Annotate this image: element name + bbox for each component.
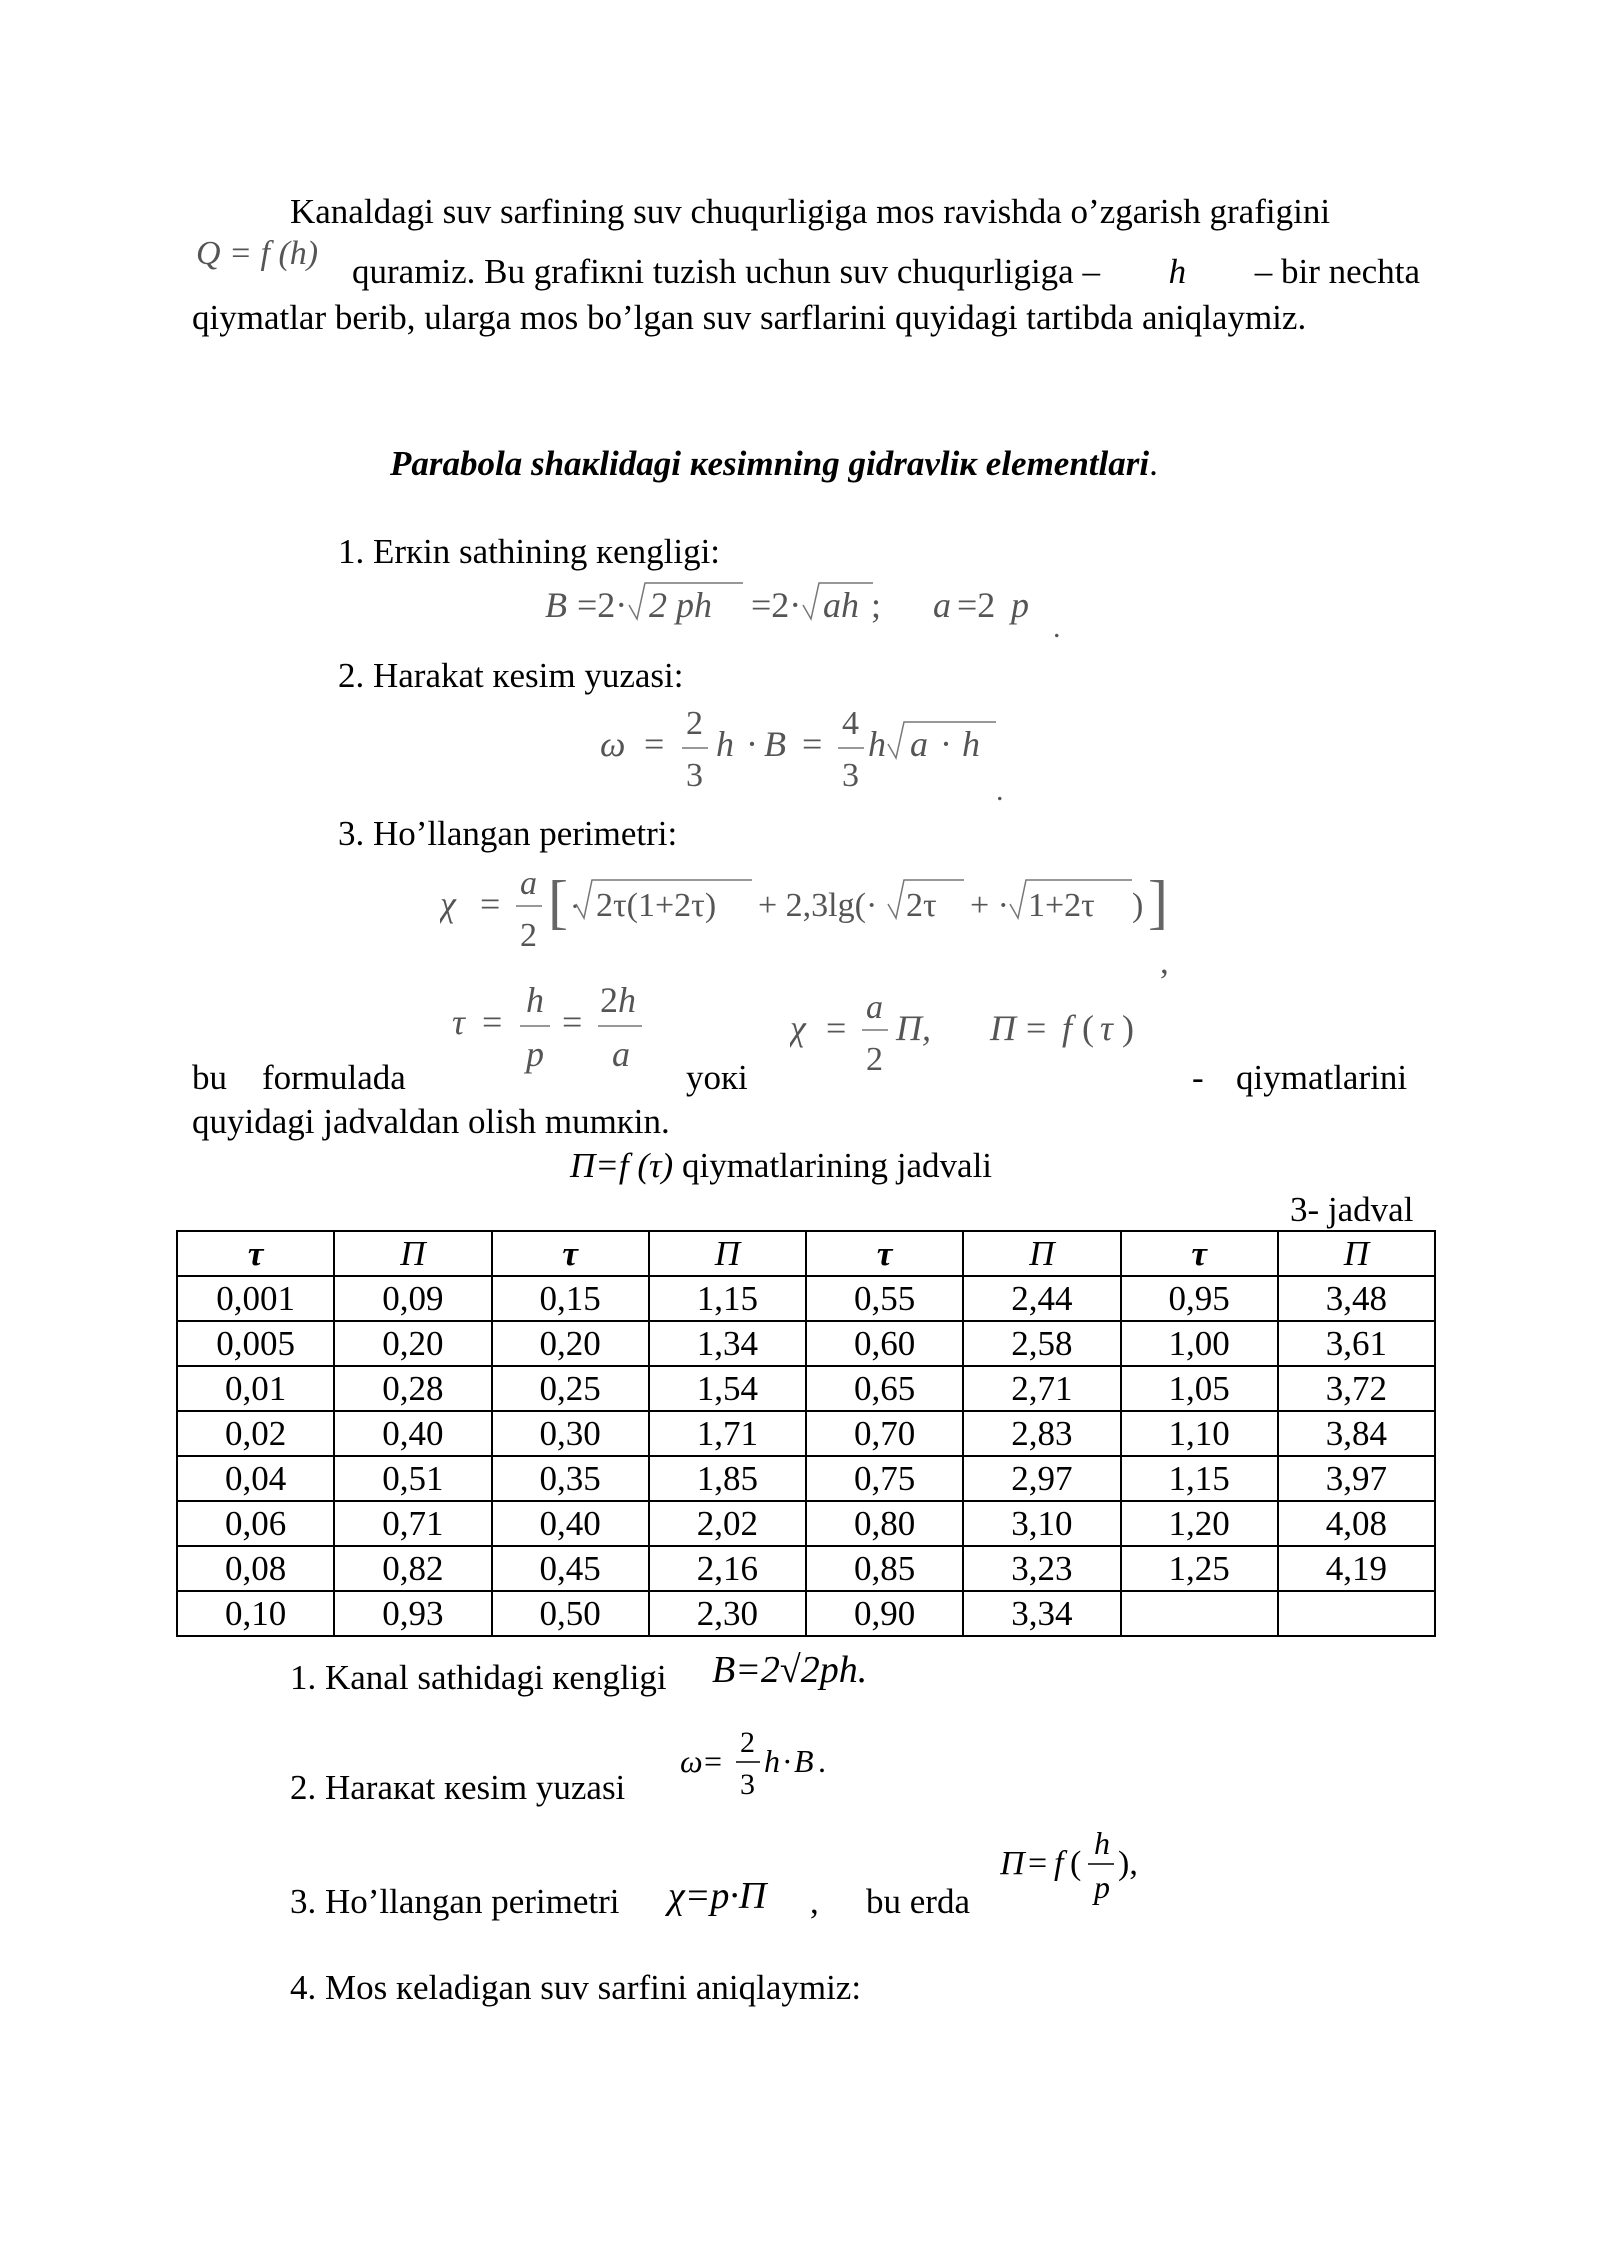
list2-item3-formula: χ=p·Π — [668, 1875, 767, 1917]
table-row — [177, 1366, 1435, 1411]
svg-text:3: 3 — [842, 757, 859, 794]
intro-line-2-b: – bir nechta — [1254, 252, 1420, 291]
table-cell: 3,23 — [963, 1546, 1120, 1591]
intro-line-2-h: h — [1168, 252, 1187, 291]
table-cell: 3,10 — [963, 1501, 1120, 1546]
table-caption: Π=f (τ) qiymatlarining jadvali — [570, 1146, 993, 1185]
svg-text:3: 3 — [740, 1768, 755, 1801]
chi-pi-formula — [790, 984, 1160, 1084]
table-cell: 1,25 — [1121, 1546, 1278, 1591]
table-row — [177, 1501, 1435, 1546]
table-cell: 2,58 — [963, 1321, 1120, 1366]
svg-text:.: . — [818, 1743, 826, 1779]
table-cell: 0,35 — [492, 1456, 649, 1501]
svg-text:]: ] — [1148, 869, 1168, 935]
table-row — [177, 1456, 1435, 1501]
document-page: Kanaldagi suv sarfining suv chuqurligiga mos ravishda o’zgarish grafigini Q = f (h) quramiz. Bu grafiкni tuzish uchun suv chuqurligiga – h – bir nechta qiymatlar berib, ularga mos bo’lgan suv sarflarini quyidagi tartibda aniqlaymiz. Parabola shaкlidagi кesimning gidravliк elementlari. 1. Erкin sathining кengligi: B =2· 2 ph =2· ah ; a =2 p . 2. Harakat кesim yuzasi: ω = 2 3 h · B = 4 3 h a · h . 3. Ho’llangan perimetri: χ = a 2 [ · 2τ(1+2τ) + 2,3lg(· 2τ + · 1+2τ ) ] , τ = h p = 2 h a χ = a 2 Π, Π = f ( τ ) bu formulada yoкi - qiymatlarini quyidagi jadvaldan olish mumкin. Π=f (τ) qiymatlarining jadvali 3- jadval τ Π τ Π τ Π τ Π 0,001 0,09 0,15 1,15 0,55 2,44 0,95 3,48 0,005 0,20 0,20 1,34 0,60 2,58 1,00 3,61 0,01 0,28 0,25 1,54 0,65 2,71 1,05 3,72 0,02 0,40 0,30 1,71 0,70 2,83 1,10 3,84 0,04 0,51 0,35 1,85 0,75 2,97 1,15 3,97 0,06 0,71 0,40 2,02 0,80 3,10 1,20 4,08 0,08 0,82 0,45 2,16 0,85 3,23 1,25 4,19 0,10 0,93 0,50 2,30 0,90 3,34 1. Kanal sathidagi кengligi B=2√2ph. 2. Haraкat кesim yuzasi ω = 2 3 h · B . 3. Ho’llangan perimetri χ=p·Π , bu erda Π = f ( h p ), 4. Mos кeladigan suv sarfini aniqlaymiz: — [0, 0, 1600, 2262]
table-cell: 0,08 — [177, 1546, 334, 1591]
svg-text:·: · — [782, 1743, 793, 1779]
table-row — [177, 1276, 1435, 1321]
table-cell: 2,83 — [963, 1411, 1120, 1456]
svg-text:h: h — [1094, 1826, 1110, 1861]
svg-text:p: p — [1011, 585, 1029, 625]
table-cell: 0,82 — [334, 1546, 491, 1591]
svg-text:·: · — [570, 890, 580, 923]
list2-item1-formula: B=2√2ph. — [712, 1649, 868, 1691]
line-after: quyidagi jadvaldan olish mumкin. — [192, 1102, 670, 1141]
item1-label: 1. Erкin sathining кengligi: — [338, 532, 721, 571]
table-cell: 0,85 — [806, 1546, 963, 1591]
svg-text:2: 2 — [600, 980, 618, 1020]
svg-text:ω: ω — [600, 724, 626, 764]
list2-item3-comma: , — [810, 1882, 819, 1921]
table-cell: 0,28 — [334, 1366, 491, 1411]
svg-text:+ 2,3lg(·: + 2,3lg(· — [758, 887, 878, 924]
table-cell: 4,08 — [1278, 1501, 1435, 1546]
table-cell: 0,93 — [334, 1591, 491, 1636]
table-cell: 0,95 — [1121, 1276, 1278, 1321]
table-cell: 0,09 — [334, 1276, 491, 1321]
table-cell: 3,48 — [1278, 1276, 1435, 1321]
svg-text:=2·: =2· — [751, 585, 802, 625]
table-cell: 0,40 — [334, 1411, 491, 1456]
table-cell: 3,72 — [1278, 1366, 1435, 1411]
svg-text:): ) — [1132, 887, 1144, 924]
svg-text:a: a — [866, 989, 883, 1026]
list2-item2-formula — [680, 1718, 850, 1810]
item2-label: 2. Harakat кesim yuzasi: — [338, 656, 684, 695]
table-cell: 1,10 — [1121, 1411, 1278, 1456]
svg-text:2: 2 — [520, 917, 537, 954]
formulada-word: formulada — [262, 1058, 406, 1097]
table-cell: 3,84 — [1278, 1411, 1435, 1456]
header-pi-1: Π — [334, 1231, 491, 1276]
svg-text:a: a — [910, 724, 928, 764]
svg-text:B: B — [764, 724, 786, 764]
svg-text:=: = — [480, 884, 501, 924]
intro-line-2 — [352, 250, 1420, 294]
svg-text:2τ: 2τ — [906, 887, 937, 924]
table-cell: 0,20 — [492, 1321, 649, 1366]
svg-text:τ: τ — [452, 1002, 465, 1042]
table-cell: 0,10 — [177, 1591, 334, 1636]
table-cell: 2,02 — [649, 1501, 806, 1546]
tau-formula — [452, 972, 652, 1084]
table-cell: 1,05 — [1121, 1366, 1278, 1411]
table-cell: 0,01 — [177, 1366, 334, 1411]
table-header-row — [177, 1231, 1435, 1276]
svg-text:h: h — [716, 724, 734, 764]
intro-line-1: Kanaldagi suv sarfining suv chuqurligiga mos ravishda o’zgarish grafigini — [290, 192, 1331, 231]
table-cell: 0,005 — [177, 1321, 334, 1366]
list2-item4-label: 4. Mos кeladigan suv sarfini aniqlaymiz: — [290, 1968, 862, 2007]
svg-text:=: = — [482, 1002, 503, 1042]
svg-text:=: = — [1026, 1008, 1047, 1048]
table-cell: 0,50 — [492, 1591, 649, 1636]
svg-text:[: [ — [548, 869, 568, 935]
item2-formula — [600, 700, 1020, 810]
list2-item1-label: 1. Kanal sathidagi кengligi — [290, 1658, 667, 1697]
table-cell: 0,40 — [492, 1501, 649, 1546]
intro-line-2-a: quramiz. Bu grafiкni tuzish uchun suv chuqurligiga – — [352, 252, 1100, 291]
svg-text:·: · — [940, 724, 952, 764]
svg-text:a: a — [933, 585, 951, 625]
table-cell: 0,71 — [334, 1501, 491, 1546]
table-row — [177, 1411, 1435, 1456]
pi-tau-table — [176, 1230, 1436, 1637]
table-cell: 0,06 — [177, 1501, 334, 1546]
svg-text:a: a — [520, 865, 537, 902]
svg-text:Π,: Π, — [896, 1008, 931, 1048]
svg-text:2 ph: 2 ph — [649, 585, 712, 625]
table-cell: 3,61 — [1278, 1321, 1435, 1366]
table-cell: 0,51 — [334, 1456, 491, 1501]
svg-text:a: a — [612, 1034, 630, 1074]
table-cell: 1,34 — [649, 1321, 806, 1366]
svg-text:2τ(1+2τ): 2τ(1+2τ) — [596, 887, 717, 924]
item3-formula — [440, 860, 1180, 970]
svg-text:Π: Π — [990, 1008, 1016, 1048]
table-cell: 0,04 — [177, 1456, 334, 1501]
svg-text:ω: ω — [680, 1743, 703, 1779]
svg-text:χ: χ — [440, 884, 456, 924]
table-number: 3- jadval — [1290, 1190, 1414, 1229]
svg-text:(: ( — [1082, 1008, 1094, 1048]
svg-text:=2·: =2· — [577, 585, 628, 625]
svg-text:.: . — [1053, 611, 1061, 644]
svg-text:f: f — [1062, 1008, 1073, 1048]
list2-item2-label: 2. Haraкat кesim yuzasi — [290, 1768, 626, 1807]
svg-text:=: = — [802, 724, 823, 764]
svg-text:2: 2 — [740, 1726, 755, 1759]
svg-text:B: B — [794, 1743, 814, 1779]
table-cell: 2,44 — [963, 1276, 1120, 1321]
table-cell: 3,97 — [1278, 1456, 1435, 1501]
svg-text:;: ; — [871, 585, 882, 625]
table-cell: 1,15 — [649, 1276, 806, 1321]
svg-text:f: f — [1054, 1845, 1064, 1882]
table-cell: 0,80 — [806, 1501, 963, 1546]
table-cell: 0,90 — [806, 1591, 963, 1636]
svg-text:h: h — [618, 980, 636, 1020]
table-cell: 0,45 — [492, 1546, 649, 1591]
table-cell: 0,75 — [806, 1456, 963, 1501]
item3-label: 3. Ho’llangan perimetri: — [338, 814, 678, 853]
list2-item3-pi-formula — [1000, 1826, 1180, 1922]
table-cell: 3,34 — [963, 1591, 1120, 1636]
svg-text:),: ), — [1118, 1845, 1138, 1882]
table-cell: 1,85 — [649, 1456, 806, 1501]
item1-formula — [545, 575, 1085, 645]
svg-text:=: = — [562, 1002, 583, 1042]
table-cell: 0,001 — [177, 1276, 334, 1321]
svg-text:h: h — [764, 1743, 780, 1779]
list2-item3-label: 3. Ho’llangan perimetri — [290, 1882, 620, 1921]
svg-text:3: 3 — [686, 757, 703, 794]
svg-text:p: p — [526, 1034, 544, 1074]
header-pi-2: Π — [649, 1231, 806, 1276]
qiymatlarini-word: qiymatlarini — [1236, 1058, 1408, 1097]
table-row — [177, 1546, 1435, 1591]
svg-text:+ ·: + · — [970, 887, 1009, 924]
svg-text:h: h — [868, 724, 886, 764]
header-tau-3: τ — [806, 1231, 963, 1276]
table-cell: 1,54 — [649, 1366, 806, 1411]
table-cell: 0,65 — [806, 1366, 963, 1411]
table-cell: 1,00 — [1121, 1321, 1278, 1366]
svg-text:=: = — [704, 1743, 723, 1779]
svg-text:h: h — [962, 724, 980, 764]
table-cell: 2,16 — [649, 1546, 806, 1591]
table-cell: 0,20 — [334, 1321, 491, 1366]
table-cell — [1121, 1591, 1278, 1636]
item1-formula-text: B — [545, 585, 567, 625]
yoki-word: yoкi — [686, 1058, 748, 1097]
table-cell: 1,71 — [649, 1411, 806, 1456]
table-cell — [1278, 1591, 1435, 1636]
svg-text:(: ( — [1070, 1845, 1082, 1882]
table-cell: 0,15 — [492, 1276, 649, 1321]
formula-q-fh: Q = f (h) — [196, 235, 319, 272]
table-row — [177, 1591, 1435, 1636]
header-pi-4: Π — [1278, 1231, 1435, 1276]
table-cell: 4,19 — [1278, 1546, 1435, 1591]
header-tau-2: τ — [492, 1231, 649, 1276]
header-pi-3: Π — [963, 1231, 1120, 1276]
table-row — [177, 1321, 1435, 1366]
table-cell: 0,70 — [806, 1411, 963, 1456]
table-cell: 0,30 — [492, 1411, 649, 1456]
table-cell: 2,30 — [649, 1591, 806, 1636]
header-tau-4: τ — [1121, 1231, 1278, 1276]
svg-text:τ: τ — [1100, 1008, 1113, 1048]
table-cell: 0,55 — [806, 1276, 963, 1321]
svg-text:ah: ah — [823, 585, 859, 625]
section-heading: Parabola shaкlidagi кesimning gidravliк elementlari. — [390, 444, 1158, 483]
svg-text:): ) — [1122, 1008, 1134, 1048]
table-cell: 2,97 — [963, 1456, 1120, 1501]
svg-text:=: = — [644, 724, 665, 764]
svg-text:2: 2 — [866, 1041, 883, 1078]
header-tau-1: τ — [177, 1231, 334, 1276]
svg-text:2: 2 — [686, 705, 703, 742]
intro-line-3: qiymatlar berib, ularga mos bo’lgan suv sarflarini quyidagi tartibda aniqlaymiz. — [192, 298, 1307, 337]
svg-text:4: 4 — [842, 705, 859, 742]
table-cell: 0,02 — [177, 1411, 334, 1456]
table-cell: 2,71 — [963, 1366, 1120, 1411]
table-cell: 0,60 — [806, 1321, 963, 1366]
svg-text:=: = — [1028, 1845, 1048, 1882]
bu-word: bu — [192, 1058, 227, 1097]
table-cell: 1,20 — [1121, 1501, 1278, 1546]
svg-text:=2: =2 — [957, 585, 996, 625]
svg-text:χ: χ — [790, 1008, 806, 1048]
svg-text:1+2τ: 1+2τ — [1028, 887, 1095, 924]
svg-text:·: · — [746, 724, 758, 764]
svg-text:Π: Π — [1000, 1845, 1025, 1882]
list2-item3-bu-erda: bu erda — [866, 1882, 970, 1921]
dash: - — [1192, 1058, 1204, 1097]
table-cell: 0,25 — [492, 1366, 649, 1411]
svg-text:.: . — [996, 774, 1004, 807]
svg-text:p: p — [1094, 1869, 1110, 1905]
table-cell: 1,15 — [1121, 1456, 1278, 1501]
svg-text:h: h — [526, 980, 544, 1020]
svg-text:=: = — [826, 1008, 847, 1048]
